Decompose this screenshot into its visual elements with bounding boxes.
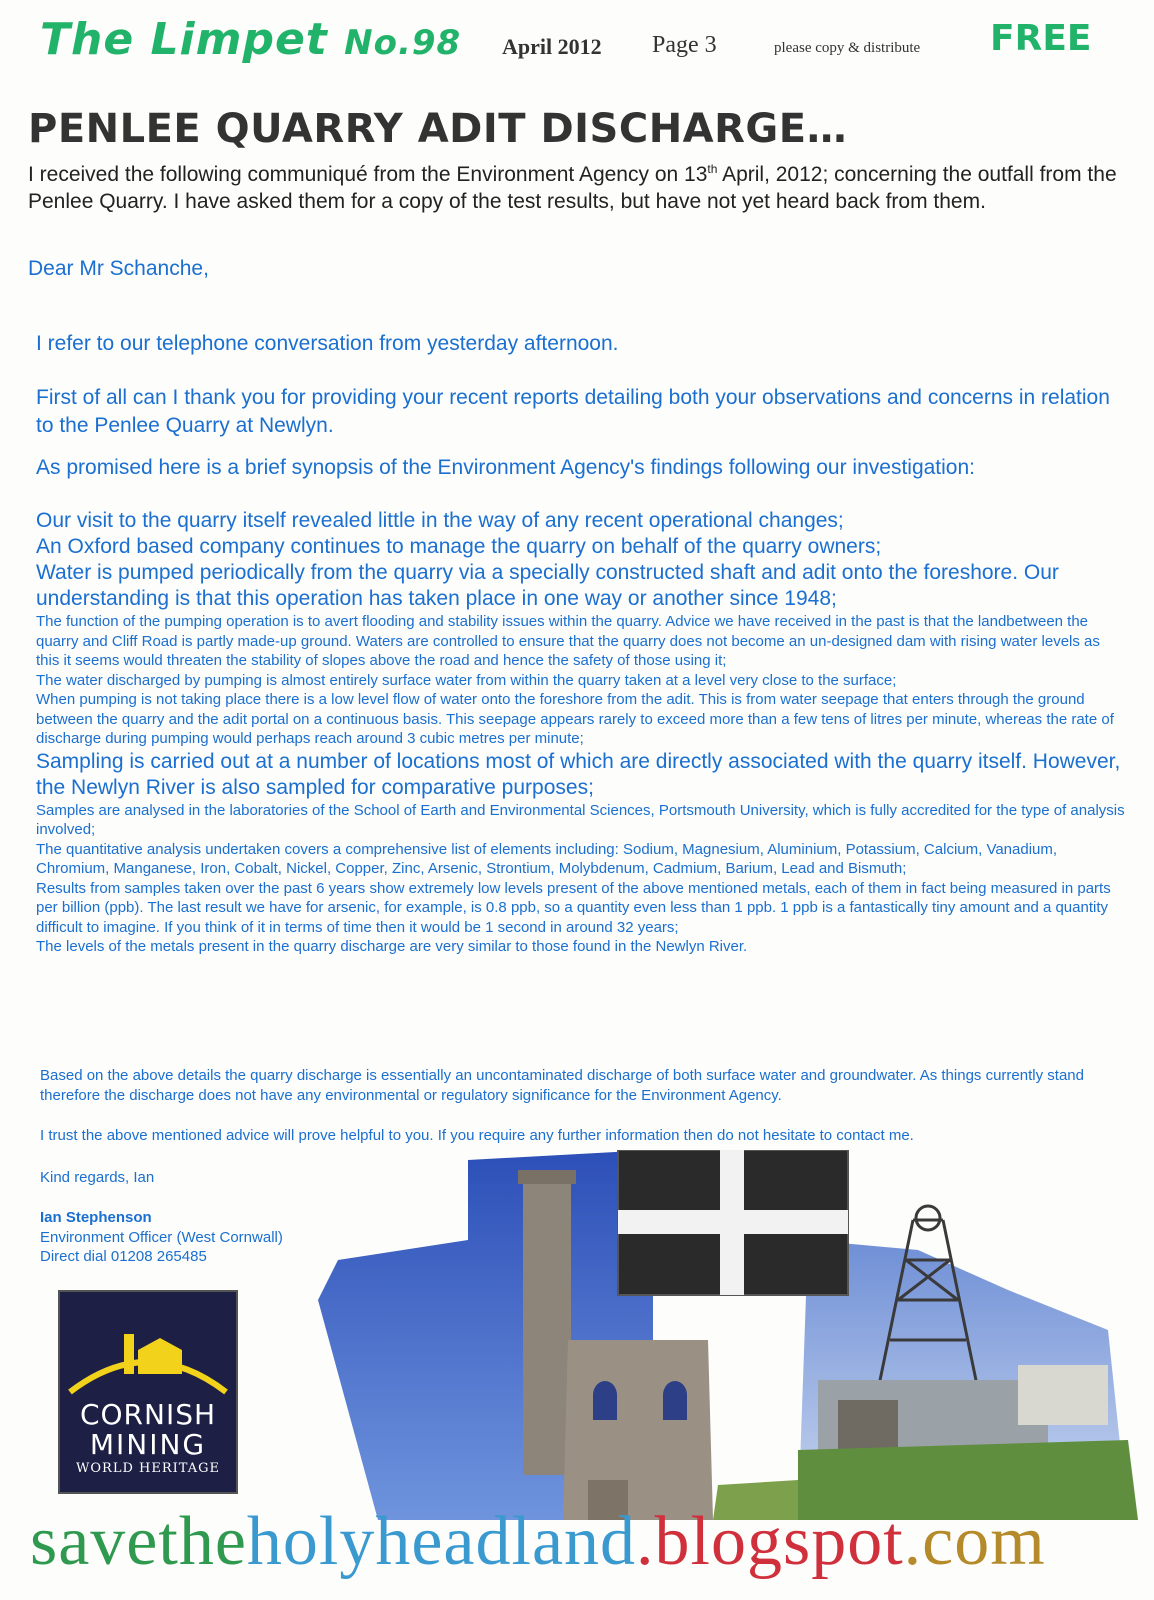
logo-line-1: CORNISH <box>79 1398 217 1431</box>
letter-salutation: Dear Mr Schanche, <box>28 257 209 280</box>
intro-date-suffix: th <box>707 162 718 176</box>
newsletter-title <box>40 14 461 65</box>
finding-item: When pumping is not taking place there is a low level flow of water onto the foreshore from the adit. This is from water seepage that enters through the ground between the quarry and the adit portal on a continuous basis. This seepage appears rarely to exceed more than a few tens of litres per minute, whereas the rate of discharge during pumping would perhaps reach around 3 cubic metres per minute; <box>36 691 1114 747</box>
letter-conclusion: Based on the above details the quarry discharge is essentially an uncontaminated discharge of both surface water and groundwater. As things currently stand therefore the discharge does not have any environmental or regulatory significance for the Environment Agency. <box>40 1067 1084 1104</box>
intro-text-part2: April, 2012; concerning the outfall from the Penlee Quarry. I have asked them for a copy of the test results, but have not yet heard back from them. <box>28 163 1117 213</box>
finding-item: Sampling is carried out at a number of locations most of which are directly associated with the quarry itself. However, the Newlyn River is also sampled for comparative purposes; <box>36 749 1121 799</box>
logo-line-3: WORLD HERITAGE <box>76 1461 220 1476</box>
signer-phone: Direct dial 01208 265485 <box>40 1248 207 1265</box>
letter-regards: Kind regards, Ian <box>40 1169 155 1186</box>
letter-paragraph-3: As promised here is a brief synopsis of the Environment Agency's findings following our investigation: <box>36 456 976 479</box>
logo-line-2: MINING <box>89 1428 207 1461</box>
finding-item: Water is pumped periodically from the quarry via a specially constructed shaft and adit onto the foreshore. Our understanding is that this operation has taken place in one way or another since 1948; <box>36 561 1059 610</box>
newsletter-name: The Limpet <box>40 14 328 65</box>
engine-house-icon <box>60 1292 236 1402</box>
letter-signature <box>40 1208 283 1267</box>
finding-item: Results from samples taken over the past 6 years show extremely low levels present of the above mentioned metals, each of them in fact being measured in parts per billion (ppb). The last result we have for arsenic, for example, is 0.8 ppb, so a quantity even less than 1 ppb. 1 ppb is a fantastically tiny amount and a quantity difficult to imagine. If you think of it in terms of time then it would be 1 second in around 32 years; <box>36 879 1111 936</box>
mining-collage-image <box>318 1150 1138 1520</box>
price-label: FREE <box>990 18 1092 59</box>
intro-text-part1: I received the following communiqué from the Environment Agency on 13 <box>28 163 708 186</box>
cornish-mining-logo <box>58 1290 238 1494</box>
signer-title: Environment Officer (West Cornwall) <box>40 1228 283 1246</box>
url-part-1: savethe <box>30 1503 247 1580</box>
finding-item: The water discharged by pumping is almost entirely surface water from within the quarry taken at a level very close to the surface; <box>36 671 897 689</box>
finding-item: The quantitative analysis undertaken covers a comprehensive list of elements including: Sodium, Magnesium, Aluminium, Potassium, Calcium, Vanadium, Chromium, Manganese, Iron, Cobalt, Nickel, Copper, Zinc, Arsenic, Strontium, Molybdenum, Cadmium, Barium, Lead and Bismuth; <box>36 840 1058 877</box>
finding-item: Our visit to the quarry itself revealed little in the way of any recent operational changes; <box>36 509 844 532</box>
finding-item: Samples are analysed in the laboratories of the School of Earth and Environmental Sciences, Portsmouth University, which is fully accredited for the type of analysis involved; <box>36 801 1125 838</box>
article-intro <box>28 156 1128 215</box>
url-part-2: holyheadland <box>246 1503 637 1580</box>
issue-date: April 2012 <box>502 34 602 59</box>
tagline: please copy & distribute <box>774 40 921 56</box>
findings-list <box>36 508 1126 957</box>
letter-paragraph-2: First of all can I thank you for providing your recent reports detailing both your observations and concerns in relation to the Penlee Quarry at Newlyn. <box>36 386 1110 437</box>
letter-trust: I trust the above mentioned advice will prove helpful to you. If you require any further information then do not hesitate to contact me. <box>40 1127 914 1144</box>
page-number: Page 3 <box>652 32 717 58</box>
finding-item: The levels of the metals present in the quarry discharge are very similar to those found in the Newlyn River. <box>36 938 748 955</box>
issue-number: No.98 <box>344 23 462 63</box>
signer-name: Ian Stephenson <box>40 1209 152 1226</box>
article-headline: PENLEE QUARRY ADIT DISCHARGE… <box>28 106 848 152</box>
blog-url[interactable] <box>30 1502 1046 1582</box>
finding-item: An Oxford based company continues to manage the quarry on behalf of the quarry owners; <box>36 535 882 558</box>
finding-item: The function of the pumping operation is to avert flooding and stability issues within the quarry. Advice we have received in the past is that the landbetween the quarry and Cliff Road is partly made-up ground. Waters are controlled to ensure that the quarry does not become an un-designed dam with rising water levels as this it seems would threaten the stability of slopes above the road and hence the safety of those using it; <box>36 613 1100 669</box>
letter-paragraph-1: I refer to our telephone conversation from yesterday afternoon. <box>36 332 619 355</box>
url-part-3: .blogspot <box>636 1503 904 1580</box>
url-part-4: .com <box>903 1503 1046 1580</box>
